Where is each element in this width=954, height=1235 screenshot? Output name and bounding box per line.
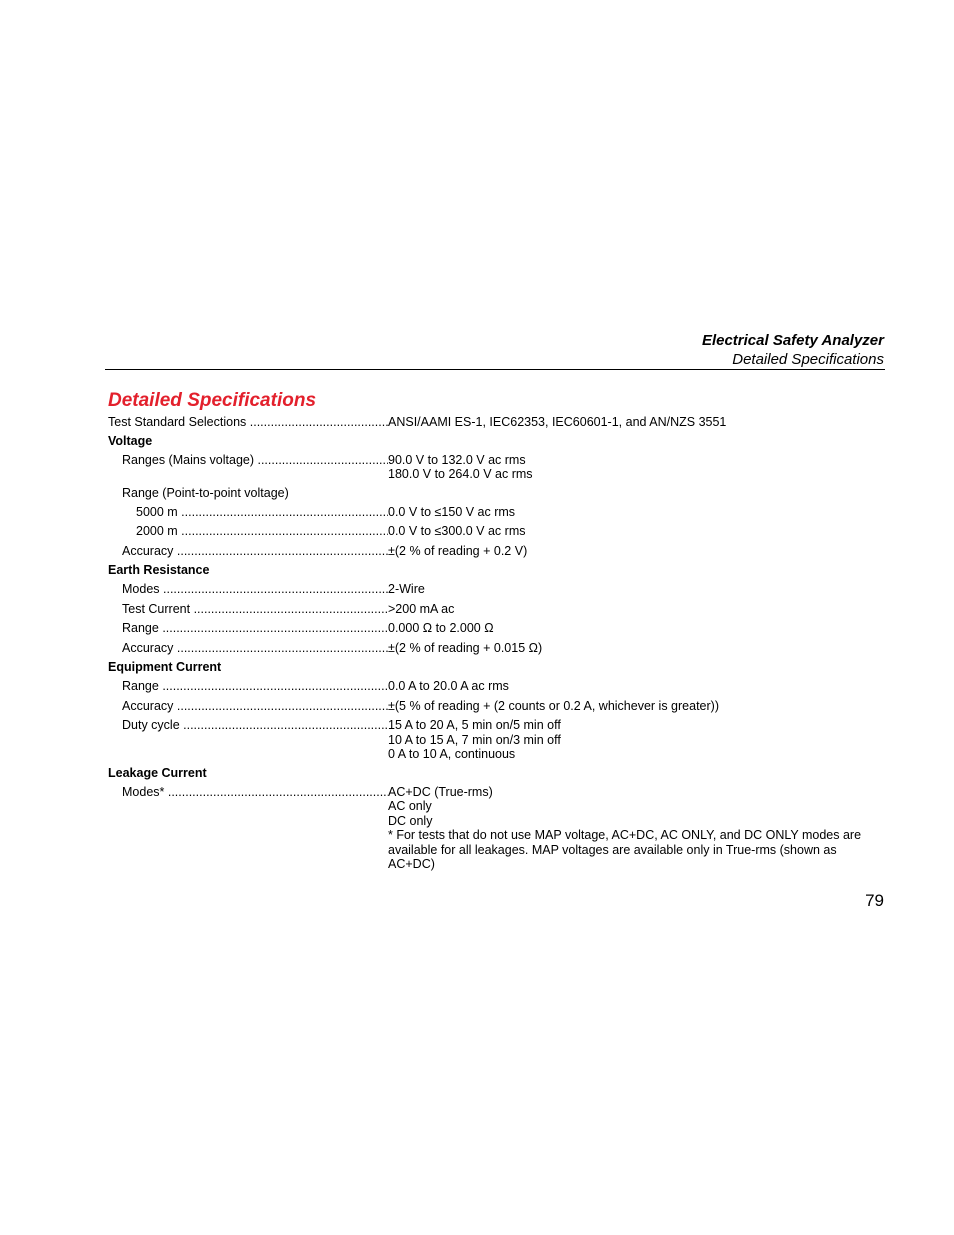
running-header-subtitle: Detailed Specifications [732,351,884,368]
spec-value-ranges-mains-1: 90.0 V to 132.0 V ac rms [388,453,526,467]
group-heading-leakage-current: Leakage Current [108,766,207,780]
spec-value-leakage-modes-3: DC only [388,814,433,828]
group-heading-equipment-current: Equipment Current [108,660,222,674]
spec-label-earth-modes: Modes ..... [122,582,388,597]
spec-label-test-standard: Test Standard Selections ..... [108,415,388,430]
spec-label-equipment-range: Range ..... [122,679,388,694]
spec-value-test-standard: ANSI/AAMI ES-1, IEC62353, IEC60601-1, and AN/NZS 3551 [388,415,727,429]
spec-label-earth-range: Range ..... [122,621,388,636]
spec-value-earth-accuracy: ±(2 % of reading + 0.015 Ω) [388,641,543,655]
spec-value-5000m: 0.0 V to ≤150 V ac rms [388,505,516,519]
spec-value-duty-cycle-3: 0 A to 10 A, continuous [388,747,516,761]
spec-value-duty-cycle-1: 15 A to 20 A, 5 min on/5 min off [388,718,561,732]
spec-value-equipment-range: 0.0 A to 20.0 A ac rms [388,679,509,693]
section-title: Detailed Specifications [108,390,317,411]
spec-value-leakage-modes-2: AC only [388,799,432,813]
spec-value-leakage-modes-1: AC+DC (True-rms) [388,785,493,799]
page-number: 79 [865,891,884,910]
spec-value-earth-range: 0.000 Ω to 2.000 Ω [388,621,494,635]
spec-value-voltage-accuracy: ±(2 % of reading + 0.2 V) [388,544,528,558]
spec-value-equipment-accuracy: ±(5 % of reading + (2 counts or 0.2 A, whichever is greater)) [388,699,719,713]
spec-label-ranges-mains: Ranges (Mains voltage) ..... [122,453,388,468]
spec-label-equipment-accuracy: Accuracy ..... [122,699,388,714]
spec-note-leakage-modes: * For tests that do not use MAP voltage, AC+DC, AC ONLY, and DC ONLY modes are available for all leakages. MAP voltages are available only in True-rms (shown as AC+DC) [388,828,862,871]
spec-label-earth-test-current: Test Current ..... [122,602,388,617]
group-heading-voltage: Voltage [108,434,153,448]
spec-label-voltage-accuracy: Accuracy ..... [122,544,388,559]
spec-label-5000m: 5000 m ..... [136,505,388,520]
running-header-title: Electrical Safety Analyzer [701,332,884,349]
spec-value-duty-cycle-2: 10 A to 15 A, 7 min on/3 min off [388,733,561,747]
subheading-point-to-point: Range (Point-to-point voltage) [122,486,289,500]
header-rule [105,369,885,370]
spec-label-2000m: 2000 m ..... [136,524,388,539]
spec-value-earth-modes: 2-Wire [388,582,425,596]
spec-value-2000m: 0.0 V to ≤300.0 V ac rms [388,524,526,538]
spec-label-duty-cycle: Duty cycle ..... [122,718,388,733]
group-heading-earth-resistance: Earth Resistance [108,563,210,577]
spec-value-earth-test-current: >200 mA ac [388,602,455,616]
spec-label-leakage-modes: Modes* ..... [122,785,388,800]
spec-label-earth-accuracy: Accuracy ..... [122,641,388,656]
spec-value-ranges-mains-2: 180.0 V to 264.0 V ac rms [388,467,533,481]
